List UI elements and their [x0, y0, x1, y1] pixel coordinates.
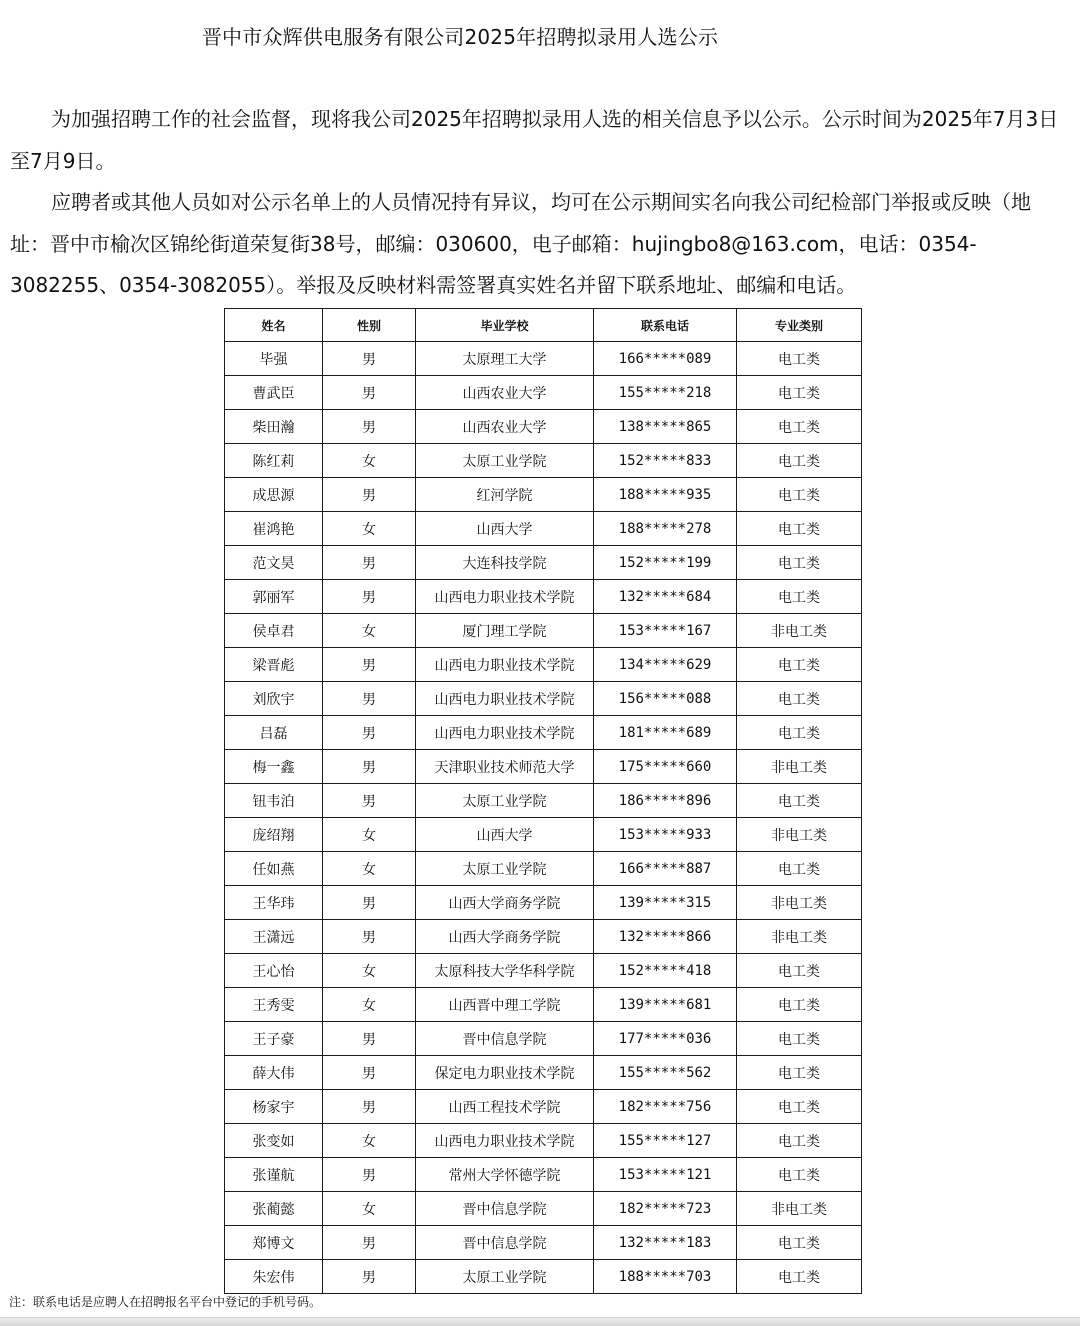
cell-name: 曹武臣 — [225, 376, 323, 410]
cell-name: 杨家宇 — [225, 1090, 323, 1124]
cell-name: 刘欣宇 — [225, 682, 323, 716]
cell-school: 山西大学 — [416, 818, 594, 852]
cell-category: 非电工类 — [737, 1192, 862, 1226]
cell-phone: 138*****865 — [594, 410, 737, 444]
cell-gender: 男 — [323, 546, 416, 580]
table-body — [225, 342, 862, 1294]
cell-gender: 女 — [323, 1192, 416, 1226]
table-row — [225, 648, 862, 682]
cell-phone: 152*****199 — [594, 546, 737, 580]
table-row — [225, 580, 862, 614]
cell-gender: 男 — [323, 1158, 416, 1192]
cell-category: 非电工类 — [737, 750, 862, 784]
cell-name: 张谨航 — [225, 1158, 323, 1192]
cell-school: 太原工业学院 — [416, 444, 594, 478]
cell-name: 陈红莉 — [225, 444, 323, 478]
table-row — [225, 1260, 862, 1294]
cell-gender: 男 — [323, 376, 416, 410]
table-row — [225, 614, 862, 648]
table-header-row — [225, 309, 862, 342]
cell-category: 电工类 — [737, 852, 862, 886]
cell-name: 范文昊 — [225, 546, 323, 580]
table-row — [225, 750, 862, 784]
cell-name: 梅一鑫 — [225, 750, 323, 784]
objection-paragraph: 应聘者或其他人员如对公示名单上的人员情况持有异议，均可在公示期间实名向我公司纪检部门举报或反映（地址：晋中市榆次区锦纶街道荣复街38号，邮编：030600，电子邮箱：hujingbo8@163.com，电话：0354-3082255、0354-3082055）。举报及反映材料需签署真实姓名并留下联系地址、邮编和电话。 — [10, 190, 1031, 297]
cell-name: 王秀雯 — [225, 988, 323, 1022]
cell-phone: 134*****629 — [594, 648, 737, 682]
cell-name: 张变如 — [225, 1124, 323, 1158]
cell-phone: 156*****088 — [594, 682, 737, 716]
table-row — [225, 852, 862, 886]
cell-gender: 男 — [323, 920, 416, 954]
cell-phone: 188*****278 — [594, 512, 737, 546]
cell-school: 太原理工大学 — [416, 342, 594, 376]
cell-gender: 男 — [323, 886, 416, 920]
cell-name: 王子豪 — [225, 1022, 323, 1056]
cell-gender: 男 — [323, 410, 416, 444]
header-school: 毕业学校 — [416, 309, 594, 342]
cell-category: 非电工类 — [737, 886, 862, 920]
cell-school: 山西农业大学 — [416, 410, 594, 444]
table-row — [225, 546, 862, 580]
cell-phone: 153*****167 — [594, 614, 737, 648]
cell-category: 非电工类 — [737, 920, 862, 954]
cell-category: 电工类 — [737, 478, 862, 512]
cell-phone: 152*****418 — [594, 954, 737, 988]
candidate-table — [224, 308, 862, 1294]
table-row — [225, 444, 862, 478]
cell-gender: 女 — [323, 1124, 416, 1158]
table-row — [225, 920, 862, 954]
cell-category: 电工类 — [737, 716, 862, 750]
cell-gender: 男 — [323, 682, 416, 716]
cell-name: 崔鸿艳 — [225, 512, 323, 546]
cell-gender: 男 — [323, 478, 416, 512]
cell-school: 山西大学 — [416, 512, 594, 546]
cell-school: 山西工程技术学院 — [416, 1090, 594, 1124]
header-phone: 联系电话 — [594, 309, 737, 342]
cell-phone: 166*****887 — [594, 852, 737, 886]
cell-gender: 女 — [323, 988, 416, 1022]
cell-phone: 155*****218 — [594, 376, 737, 410]
cell-gender: 男 — [323, 580, 416, 614]
cell-name: 张蔺懿 — [225, 1192, 323, 1226]
cell-phone: 153*****933 — [594, 818, 737, 852]
cell-name: 朱宏伟 — [225, 1260, 323, 1294]
cell-school: 山西电力职业技术学院 — [416, 1124, 594, 1158]
cell-category: 电工类 — [737, 1022, 862, 1056]
cell-category: 电工类 — [737, 954, 862, 988]
cell-category: 电工类 — [737, 342, 862, 376]
cell-category: 电工类 — [737, 410, 862, 444]
cell-category: 非电工类 — [737, 614, 862, 648]
cell-category: 电工类 — [737, 512, 862, 546]
header-name: 姓名 — [225, 309, 323, 342]
cell-name: 王潇远 — [225, 920, 323, 954]
cell-gender: 男 — [323, 1260, 416, 1294]
header-gender: 性别 — [323, 309, 416, 342]
cell-category: 电工类 — [737, 580, 862, 614]
cell-gender: 男 — [323, 1226, 416, 1260]
cell-category: 非电工类 — [737, 818, 862, 852]
cell-school: 太原工业学院 — [416, 1260, 594, 1294]
cell-school: 厦门理工学院 — [416, 614, 594, 648]
cell-phone: 132*****183 — [594, 1226, 737, 1260]
cell-gender: 男 — [323, 750, 416, 784]
cell-name: 王心怡 — [225, 954, 323, 988]
cell-category: 电工类 — [737, 1260, 862, 1294]
cell-name: 梁晋彪 — [225, 648, 323, 682]
cell-school: 晋中信息学院 — [416, 1022, 594, 1056]
cell-category: 电工类 — [737, 1090, 862, 1124]
cell-phone: 155*****127 — [594, 1124, 737, 1158]
cell-gender: 女 — [323, 852, 416, 886]
cell-school: 晋中信息学院 — [416, 1226, 594, 1260]
cell-school: 太原工业学院 — [416, 784, 594, 818]
cell-name: 侯卓君 — [225, 614, 323, 648]
table-row — [225, 1124, 862, 1158]
cell-school: 红河学院 — [416, 478, 594, 512]
table-row — [225, 1056, 862, 1090]
cell-category: 电工类 — [737, 648, 862, 682]
footnote: 注：联系电话是应聘人在招聘报名平台中登记的手机号码。 — [9, 1295, 322, 1309]
cell-name: 郭丽军 — [225, 580, 323, 614]
table-row — [225, 682, 862, 716]
cell-phone: 132*****684 — [594, 580, 737, 614]
table-row — [225, 988, 862, 1022]
cell-school: 大连科技学院 — [416, 546, 594, 580]
cell-school: 山西电力职业技术学院 — [416, 682, 594, 716]
cell-gender: 男 — [323, 1090, 416, 1124]
cell-phone: 139*****315 — [594, 886, 737, 920]
cell-phone: 166*****089 — [594, 342, 737, 376]
table-row — [225, 886, 862, 920]
cell-school: 天津职业技术师范大学 — [416, 750, 594, 784]
cell-category: 电工类 — [737, 1226, 862, 1260]
table-row — [225, 784, 862, 818]
cell-phone: 181*****689 — [594, 716, 737, 750]
cell-phone: 188*****703 — [594, 1260, 737, 1294]
cell-name: 薛大伟 — [225, 1056, 323, 1090]
cell-phone: 175*****660 — [594, 750, 737, 784]
cell-school: 山西电力职业技术学院 — [416, 648, 594, 682]
table-row — [225, 342, 862, 376]
cell-name: 王华玮 — [225, 886, 323, 920]
horizontal-scrollbar[interactable] — [0, 1317, 1080, 1326]
cell-phone: 177*****036 — [594, 1022, 737, 1056]
cell-category: 电工类 — [737, 546, 862, 580]
cell-school: 山西农业大学 — [416, 376, 594, 410]
table-row — [225, 1158, 862, 1192]
header-category: 专业类别 — [737, 309, 862, 342]
cell-school: 太原科技大学华科学院 — [416, 954, 594, 988]
cell-gender: 男 — [323, 1056, 416, 1090]
table-row — [225, 1226, 862, 1260]
cell-phone: 186*****896 — [594, 784, 737, 818]
table-row — [225, 1192, 862, 1226]
cell-gender: 女 — [323, 512, 416, 546]
cell-category: 电工类 — [737, 682, 862, 716]
cell-phone: 188*****935 — [594, 478, 737, 512]
cell-phone: 155*****562 — [594, 1056, 737, 1090]
cell-name: 吕磊 — [225, 716, 323, 750]
document-title: 晋中市众辉供电服务有限公司2025年招聘拟录用人选公示 — [201, 25, 719, 49]
cell-school: 山西晋中理工学院 — [416, 988, 594, 1022]
cell-phone: 152*****833 — [594, 444, 737, 478]
table-row — [225, 512, 862, 546]
cell-gender: 男 — [323, 342, 416, 376]
cell-gender: 男 — [323, 716, 416, 750]
cell-gender: 男 — [323, 648, 416, 682]
cell-phone: 132*****866 — [594, 920, 737, 954]
cell-gender: 女 — [323, 614, 416, 648]
table-row — [225, 410, 862, 444]
cell-gender: 男 — [323, 784, 416, 818]
cell-name: 柴田瀚 — [225, 410, 323, 444]
cell-school: 常州大学怀德学院 — [416, 1158, 594, 1192]
cell-category: 电工类 — [737, 376, 862, 410]
cell-category: 电工类 — [737, 988, 862, 1022]
cell-phone: 182*****723 — [594, 1192, 737, 1226]
cell-name: 成思源 — [225, 478, 323, 512]
cell-phone: 153*****121 — [594, 1158, 737, 1192]
table-row — [225, 376, 862, 410]
cell-category: 电工类 — [737, 1124, 862, 1158]
cell-school: 山西电力职业技术学院 — [416, 716, 594, 750]
cell-category: 电工类 — [737, 1056, 862, 1090]
announcement-paragraph: 为加强招聘工作的社会监督，现将我公司2025年招聘拟录用人选的相关信息予以公示。公示时间为2025年7月3日至7月9日。 — [10, 107, 1059, 173]
table-row — [225, 716, 862, 750]
cell-school: 太原工业学院 — [416, 852, 594, 886]
cell-name: 郑博文 — [225, 1226, 323, 1260]
cell-gender: 女 — [323, 954, 416, 988]
cell-name: 任如燕 — [225, 852, 323, 886]
cell-school: 山西电力职业技术学院 — [416, 580, 594, 614]
cell-school: 山西大学商务学院 — [416, 920, 594, 954]
cell-gender: 女 — [323, 818, 416, 852]
table-row — [225, 1022, 862, 1056]
table-row — [225, 954, 862, 988]
cell-gender: 女 — [323, 444, 416, 478]
cell-category: 电工类 — [737, 784, 862, 818]
cell-phone: 139*****681 — [594, 988, 737, 1022]
table-row — [225, 1090, 862, 1124]
table-row — [225, 818, 862, 852]
cell-gender: 男 — [323, 1022, 416, 1056]
cell-name: 毕强 — [225, 342, 323, 376]
cell-category: 电工类 — [737, 444, 862, 478]
cell-school: 晋中信息学院 — [416, 1192, 594, 1226]
cell-category: 电工类 — [737, 1158, 862, 1192]
cell-phone: 182*****756 — [594, 1090, 737, 1124]
table-row — [225, 478, 862, 512]
cell-name: 庞绍翔 — [225, 818, 323, 852]
cell-name: 钮韦泊 — [225, 784, 323, 818]
cell-school: 保定电力职业技术学院 — [416, 1056, 594, 1090]
cell-school: 山西大学商务学院 — [416, 886, 594, 920]
